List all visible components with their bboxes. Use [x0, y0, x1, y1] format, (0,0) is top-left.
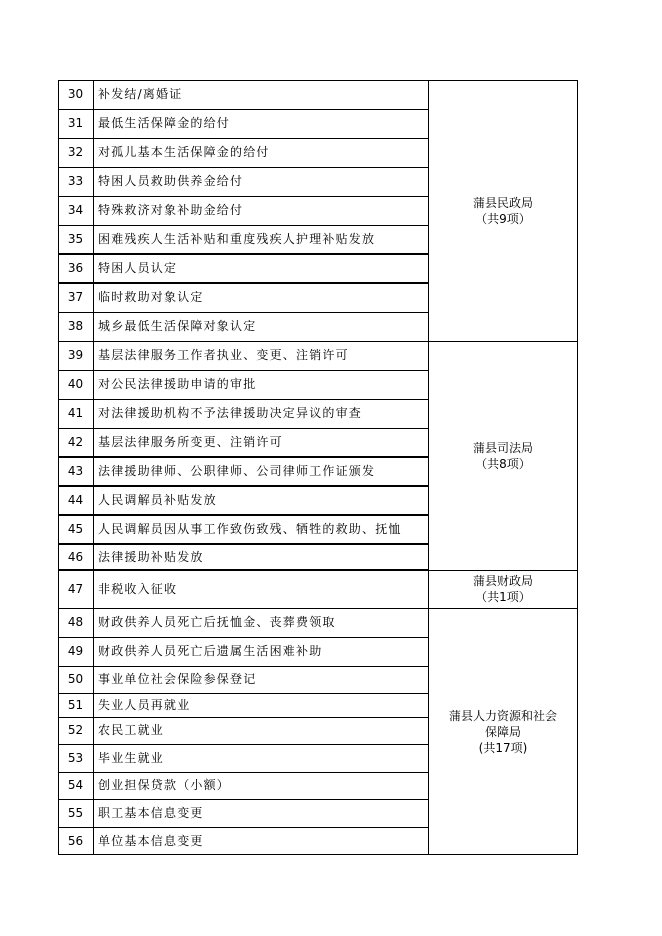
table-row — [58, 370, 428, 399]
table-row — [58, 544, 428, 570]
row-number: 47 — [67, 582, 84, 596]
row-number: 54 — [67, 778, 84, 792]
row-divider — [58, 485, 429, 487]
row-divider — [58, 312, 428, 313]
table-row — [58, 570, 428, 608]
department-name-line: 蒲县财政局 — [472, 574, 533, 588]
row-item-name: 补发结/离婚证 — [98, 87, 183, 101]
table-row — [58, 138, 428, 167]
table-row — [58, 693, 428, 717]
row-divider — [58, 827, 428, 828]
row-number: 41 — [67, 406, 84, 420]
row-number: 48 — [67, 615, 84, 629]
table-row — [58, 225, 428, 254]
table-row — [58, 515, 428, 544]
row-item-name: 城乡最低生活保障对象认定 — [98, 319, 257, 333]
row-divider — [58, 666, 428, 667]
row-item-name: 创业担保贷款（小额） — [98, 778, 231, 792]
row-number: 46 — [67, 550, 84, 564]
table-row — [58, 744, 428, 772]
row-number: 32 — [67, 145, 84, 159]
table-row — [58, 637, 428, 666]
table-row — [58, 428, 428, 457]
row-number: 39 — [67, 348, 84, 362]
row-item-name: 特困人员认定 — [98, 261, 178, 275]
row-item-name: 基层法律服务工作者执业、变更、注销许可 — [98, 348, 349, 362]
row-number: 49 — [67, 644, 84, 658]
row-number: 45 — [67, 522, 84, 536]
row-divider — [58, 109, 428, 110]
row-number: 30 — [67, 87, 84, 101]
row-number: 37 — [67, 290, 84, 304]
row-item-name: 困难残疾人生活补贴和重度残疾人护理补贴发放 — [98, 232, 376, 246]
department-name-line: 蒲县人力资源和社会 — [448, 708, 557, 723]
row-item-name: 法律援助律师、公职律师、公司律师工作证颁发 — [98, 464, 376, 478]
row-divider — [58, 744, 428, 745]
department-name-line: (共17项) — [478, 740, 528, 755]
department-name-line: 蒲县司法局 — [472, 440, 533, 455]
row-divider — [58, 138, 428, 139]
row-number: 35 — [67, 232, 84, 246]
row-divider — [58, 456, 429, 458]
row-item-name: 对孤儿基本生活保障金的给付 — [98, 145, 270, 159]
table-row — [58, 399, 428, 428]
department-cell — [429, 708, 577, 756]
row-divider — [58, 543, 429, 545]
row-divider — [58, 608, 428, 609]
row-item-name: 非税收入征收 — [98, 582, 178, 596]
department-cell — [429, 440, 577, 472]
row-number: 53 — [67, 751, 84, 765]
department-name-line: 保障局 — [484, 724, 521, 739]
row-number: 40 — [67, 377, 84, 391]
row-divider — [58, 428, 428, 429]
row-item-name: 事业单位社会保险参保登记 — [98, 672, 257, 686]
row-item-name: 最低生活保障金的给付 — [98, 116, 231, 130]
row-number: 52 — [67, 723, 84, 737]
row-item-name: 人民调解员因从事工作致伤致残、牺牲的救助、抚恤 — [98, 522, 402, 536]
table-row — [58, 312, 428, 341]
table-row — [58, 772, 428, 799]
row-divider — [58, 514, 429, 516]
row-item-name: 对公民法律援助申请的审批 — [98, 377, 257, 391]
row-divider — [58, 693, 428, 694]
row-number: 38 — [67, 319, 84, 333]
row-divider — [58, 282, 429, 284]
row-divider — [58, 772, 428, 773]
row-divider — [58, 370, 428, 371]
row-divider — [58, 196, 428, 197]
department-divider — [428, 570, 578, 571]
table-row — [58, 666, 428, 693]
row-number: 51 — [67, 698, 84, 712]
table-row — [58, 283, 428, 312]
row-divider — [58, 167, 428, 168]
table-row — [58, 486, 428, 515]
table-row — [58, 254, 428, 283]
row-item-name: 农民工就业 — [98, 723, 165, 737]
row-item-name: 对法律援助机构不予法律援助决定异议的审查 — [98, 406, 363, 420]
table-row — [58, 717, 428, 744]
row-divider — [58, 717, 428, 718]
row-item-name: 法律援助补贴发放 — [98, 550, 204, 564]
row-item-name: 临时救助对象认定 — [98, 290, 204, 304]
department-divider — [428, 341, 578, 342]
row-item-name: 财政供养人员死亡后遗属生活困难补助 — [98, 644, 323, 658]
row-number: 34 — [67, 203, 84, 217]
row-number: 56 — [67, 834, 84, 848]
row-item-name: 特困人员救助供养金给付 — [98, 174, 244, 188]
table-row — [58, 457, 428, 486]
row-item-name: 毕业生就业 — [98, 751, 165, 765]
row-divider — [58, 637, 428, 638]
department-name-line: 蒲县民政局 — [472, 195, 533, 210]
table-row — [58, 80, 428, 109]
row-divider — [58, 569, 429, 571]
row-item-name: 基层法律服务所变更、注销许可 — [98, 435, 283, 449]
table-row — [58, 799, 428, 827]
department-cell — [429, 195, 577, 227]
row-item-name: 职工基本信息变更 — [98, 806, 204, 820]
row-divider — [58, 253, 429, 255]
table-row — [58, 608, 428, 637]
row-item-name: 失业人员再就业 — [98, 698, 191, 712]
table-row — [58, 167, 428, 196]
department-name-line: （共1项） — [475, 590, 531, 604]
table-row — [58, 109, 428, 138]
table-row — [58, 196, 428, 225]
department-name-line: （共8项） — [475, 456, 531, 471]
row-number: 44 — [67, 493, 84, 507]
row-number: 36 — [67, 261, 84, 275]
department-name-line: （共9项） — [475, 211, 531, 226]
row-divider — [58, 799, 428, 800]
table-row — [58, 341, 428, 370]
row-item-name: 特殊救济对象补助金给付 — [98, 203, 244, 217]
row-number: 42 — [67, 435, 84, 449]
service-items-table — [58, 80, 578, 855]
row-item-name: 财政供养人员死亡后抚恤金、丧葬费领取 — [98, 615, 336, 629]
department-cell — [429, 573, 577, 605]
row-divider — [58, 399, 428, 400]
row-item-name: 人民调解员补贴发放 — [98, 493, 217, 507]
row-number: 31 — [67, 116, 84, 130]
row-number: 43 — [67, 464, 84, 478]
department-divider — [428, 608, 578, 609]
row-divider — [58, 225, 428, 226]
row-item-name: 单位基本信息变更 — [98, 834, 204, 848]
row-divider — [58, 341, 428, 342]
row-number: 55 — [67, 806, 84, 820]
row-number: 50 — [67, 672, 84, 686]
row-number: 33 — [67, 174, 84, 188]
table-row — [58, 827, 428, 855]
